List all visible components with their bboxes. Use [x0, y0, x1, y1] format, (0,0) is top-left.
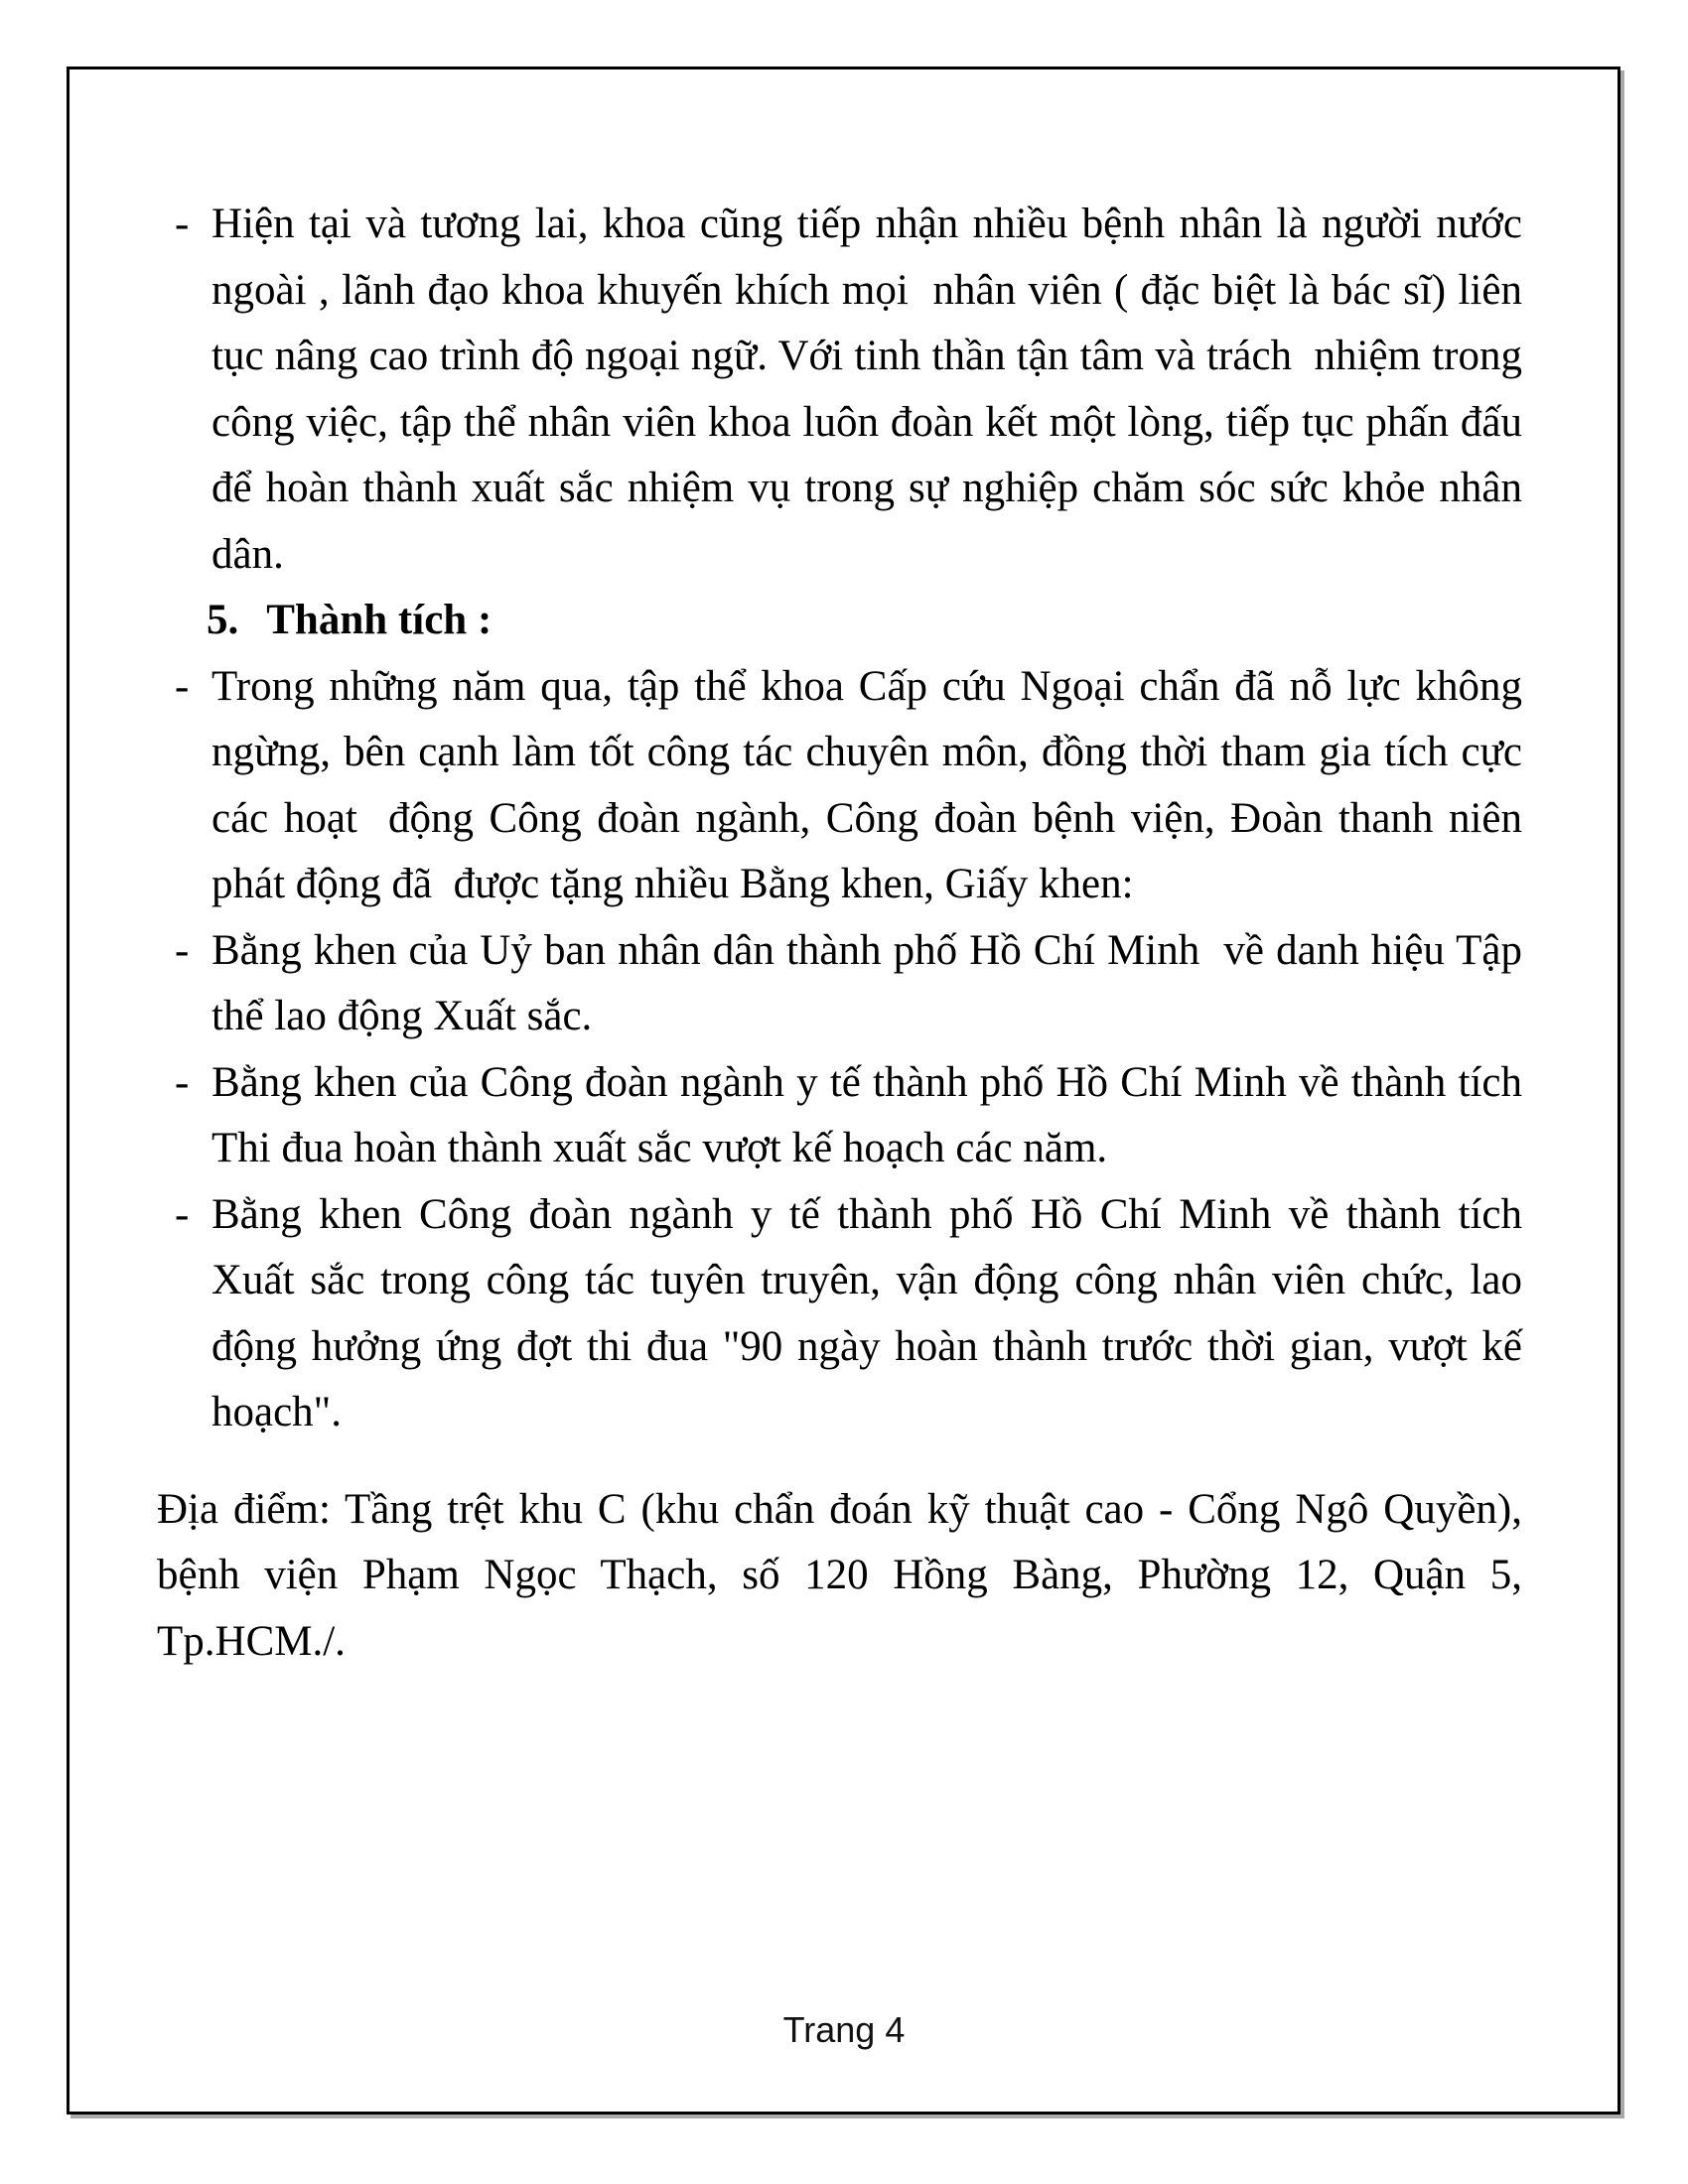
list-item-text: Bằng khen Công đoàn ngành y tế thành phố Hồ Chí Minh về thành tích Xuất sắc trong công tác tuyên truyên, vận động công nhân viên chức, lao động hưởng ứng đợt thi đua "90 ngày hoàn thành trước thời gian, vượt kế hoạch".	[211, 1190, 1533, 1435]
bullet-dash: -	[175, 662, 190, 710]
page-number: Trang 4	[782, 2009, 906, 2050]
section-title: Thành tích :	[266, 597, 492, 643]
section-number: 5.	[207, 597, 239, 643]
list-item	[175, 918, 1533, 1050]
section-heading	[207, 588, 1522, 654]
location-paragraph	[157, 1477, 1533, 1676]
document-body	[157, 192, 1533, 1675]
list-item	[175, 192, 1533, 588]
bullet-dash: -	[175, 926, 190, 974]
list-item	[175, 654, 1533, 918]
list-item-text: Bằng khen của Uỷ ban nhân dân thành phố Hồ Chí Minh về danh hiệu Tập thể lao động Xuất sắc.	[211, 926, 1533, 1039]
list-item	[175, 1182, 1533, 1446]
bullet-dash: -	[175, 1058, 190, 1106]
bullet-dash: -	[175, 201, 190, 247]
list-item-text: Bằng khen của Công đoàn ngành y tế thành phố Hồ Chí Minh về thành tích Thi đua hoàn thành xuất sắc vượt kế hoạch các năm.	[211, 1058, 1532, 1171]
location-text: Địa điểm: Tầng trệt khu C (khu chẩn đoán kỹ thuật cao - Cổng Ngô Quyền), bệnh viện Phạm Ngọc Thạch, số 120 Hồng Bàng, Phường 12, Quận 5, Tp.HCM./.	[157, 1485, 1533, 1665]
bullet-dash: -	[175, 1190, 190, 1238]
list-item-text: Trong những năm qua, tập thể khoa Cấp cứu Ngoại chẩn đã nỗ lực không ngừng, bên cạnh làm tốt công tác chuyên môn, đồng thời tham gia tích cực các hoạt động Công đoàn ngành, Công đoàn bệnh viện, Đoàn thanh niên phát động đã được tặng nhiều Bằng khen, Giấy khen:	[211, 662, 1533, 907]
list-item	[175, 1050, 1532, 1182]
list-item-text: Hiện tại và tương lai, khoa cũng tiếp nhận nhiều bệnh nhân là người nước ngoài , lãnh đạo khoa khuyến khích mọi nhân viên ( đặc biệt là bác sĩ) liên tục nâng cao trình độ ngoại ngữ. Với tinh thần tận tâm và trách nhiệm trong công việc, tập thể nhân viên khoa luôn đoàn kết một lòng, tiếp tục phấn đấu để hoàn thành xuất sắc nhiệm vụ trong sự nghiệp chăm sóc sức khỏe nhân dân.	[211, 201, 1533, 578]
